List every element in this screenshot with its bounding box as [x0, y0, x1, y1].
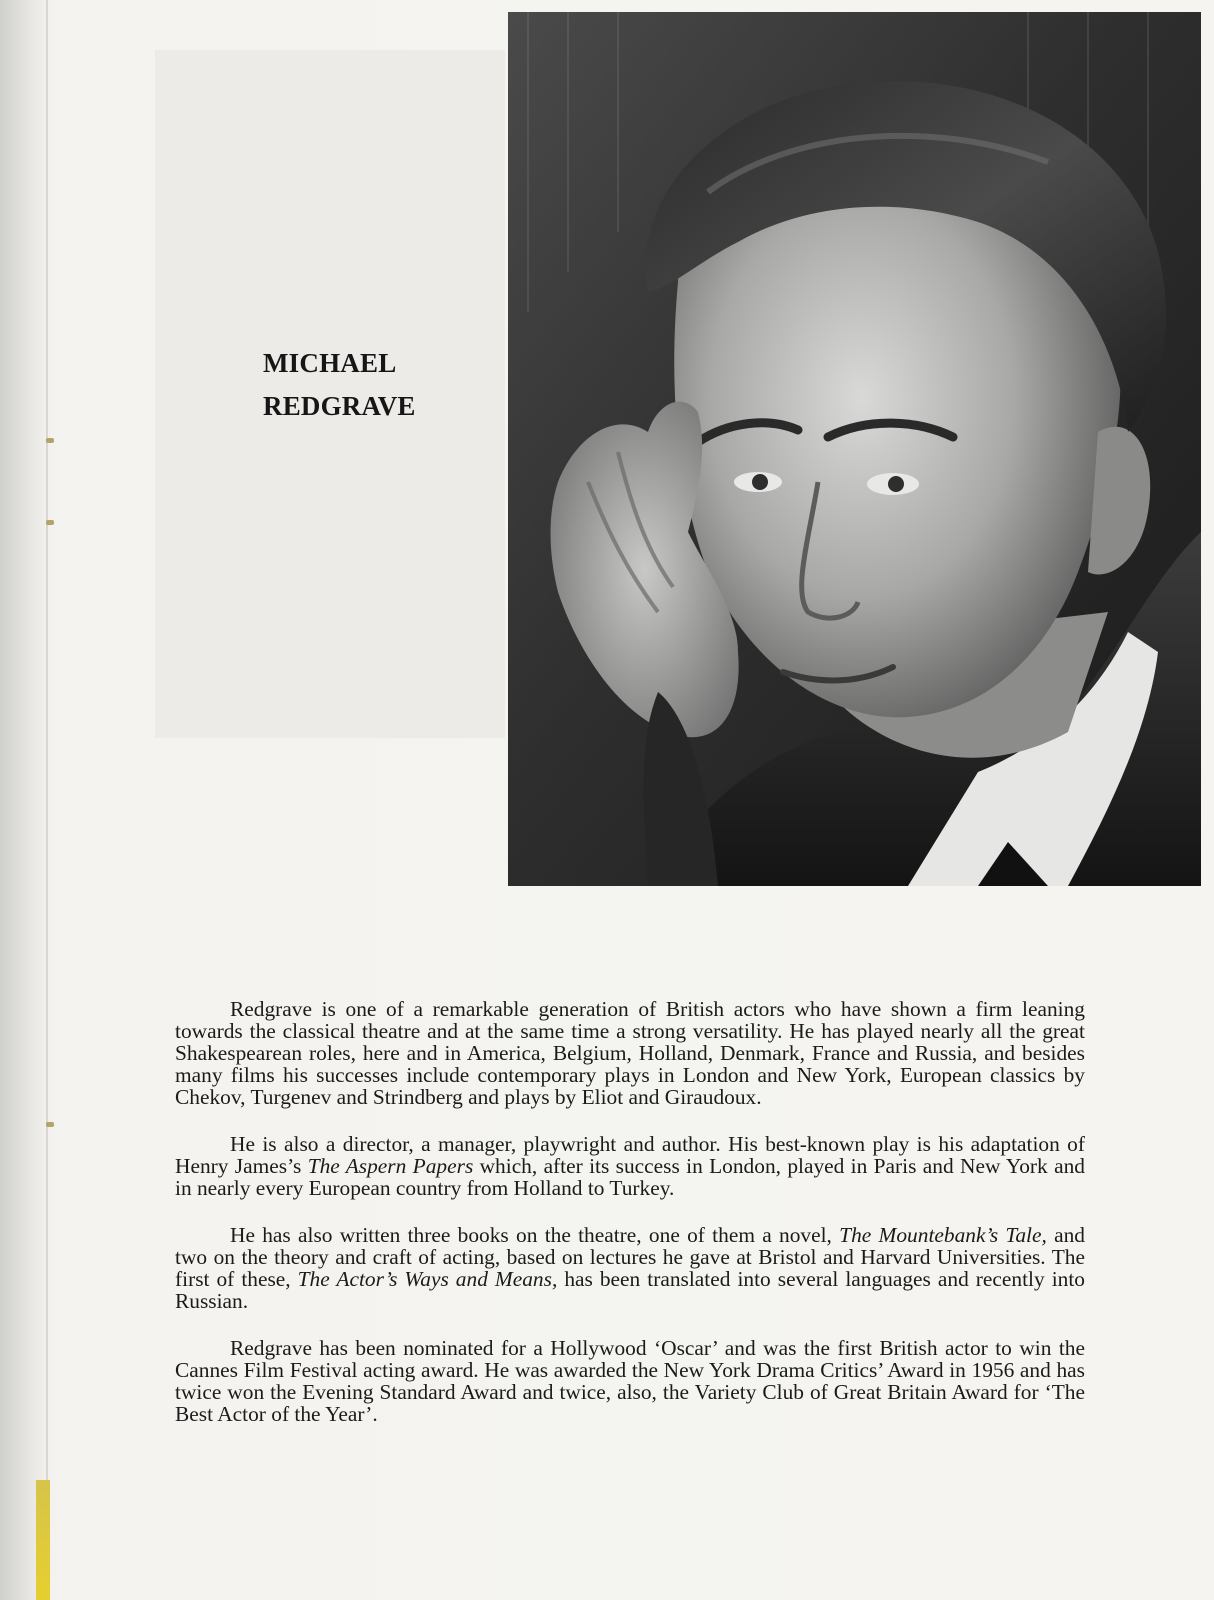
portrait-photo-icon — [508, 12, 1201, 886]
bio-paragraph — [175, 1224, 1085, 1312]
page-fold-line — [46, 0, 48, 1600]
bio-text-run: He is also a director, a manager, playwright and author. His best-known play is his adaptation of Henry James’s — [175, 1132, 1085, 1178]
bio-text-run: and two on the theory and craft of acting, based on lectures he gave at Bristol and Harvard Universities. The first of these, — [175, 1223, 1086, 1291]
binding-staple — [46, 438, 54, 443]
biography-text — [175, 998, 1085, 1450]
binding-staple — [46, 520, 54, 525]
page-spine-edge — [0, 0, 46, 1600]
bio-text-run: which, after its success in London, played in Paris and New York and in nearly every European country from Holland to Turkey. — [175, 1154, 1085, 1200]
bio-paragraph — [175, 1133, 1085, 1199]
cover-edge-strip — [36, 1480, 50, 1600]
book-title: The Actor’s Ways and Means, — [297, 1267, 558, 1291]
bio-text-run: He has also written three books on the theatre, one of them a novel, — [230, 1223, 840, 1247]
actor-last-name: REDGRAVE — [263, 391, 416, 421]
actor-first-name: MICHAEL — [263, 348, 397, 378]
bio-paragraph: Redgrave has been nominated for a Hollywood ‘Oscar’ and was the first British actor to win the Cannes Film Festival acting award. He was awarded the New York Drama Critics’ Award in 1956 and has twice won the Evening Standard Award and twice, also, the Variety Club of Great Britain Award for ‘The Best Actor of the Year’. — [175, 1336, 1085, 1426]
bio-text-run: has been translated into several languages and recently into Russian. — [175, 1267, 1085, 1313]
bio-paragraph: Redgrave is one of a remarkable generation of British actors who have shown a firm leaning towards the classical theatre and at the same time a strong versatility. He has played nearly all the great Shakespearean roles, here and in America, Belgium, Holland, Denmark, France and Russia, and besides many films his successes include contemporary plays in London and New York, European classics by Chekov, Turgenev and Strindberg and plays by Eliot and Giraudoux. — [175, 997, 1085, 1109]
actor-name-heading — [263, 342, 416, 428]
book-title: The Mountebank’s Tale, — [839, 1223, 1047, 1247]
binding-staple — [46, 1122, 54, 1127]
book-title: The Aspern Papers — [307, 1154, 474, 1178]
